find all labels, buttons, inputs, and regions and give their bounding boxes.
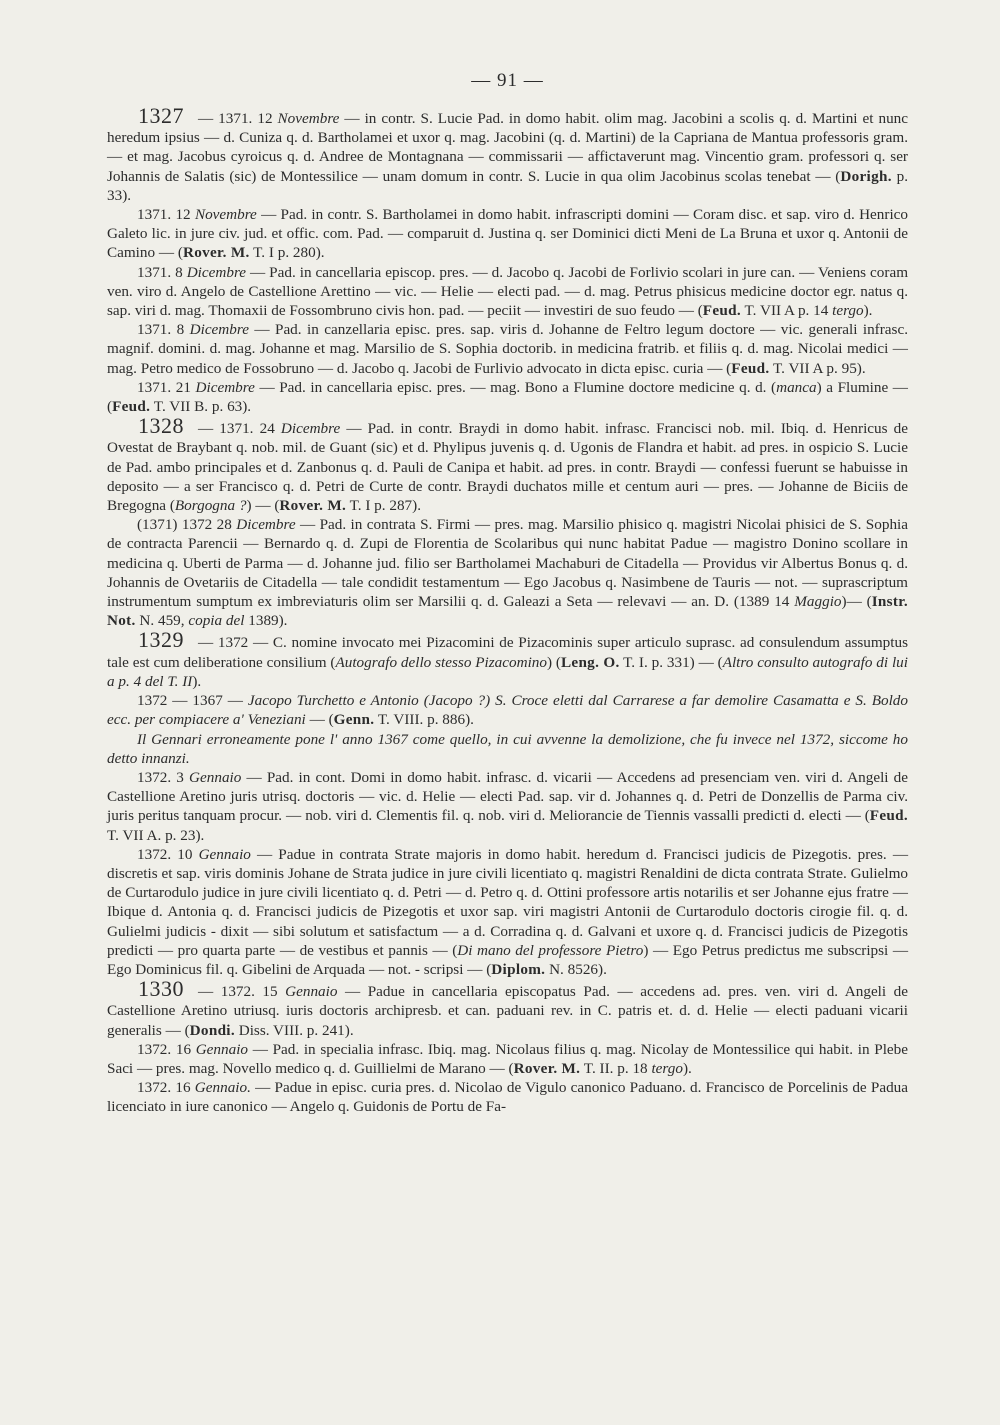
text-run: N. 459, xyxy=(135,612,189,630)
italic-text: Altro consulto autografo di lui a p. 4 del T. II xyxy=(107,653,908,690)
text-run: T. II. p. 18 xyxy=(580,1059,652,1077)
entry-paragraph xyxy=(107,768,908,845)
italic-text: Borgogna ? xyxy=(174,497,247,515)
text-run: ). xyxy=(192,672,202,690)
text-run: — 1372 — C. nomine invocato mei Pizacomini de Pizacominis super articulo suprasc. ad consulendum assumptus tale est cum deliberatione consilium ( xyxy=(107,634,908,671)
text-run: — ( xyxy=(305,711,334,729)
italic-text: tergo xyxy=(651,1059,683,1077)
italic-text: copia del xyxy=(188,612,245,630)
italic-text: Dicembre xyxy=(236,516,296,534)
entry-paragraph xyxy=(107,205,908,263)
text-run: T. VII B. p. 63). xyxy=(150,398,252,416)
document-entry xyxy=(107,413,908,515)
document-number: 1328 xyxy=(138,413,184,439)
entry-paragraph xyxy=(107,320,908,378)
document-number: 1329 xyxy=(138,627,184,653)
text-run: — Padue in episc. curia pres. d. Nicolao de Vigulo canonico Paduano. d. Francisco de Porcelinis de Padua licenciato in iure canonico — Angelo q. Guidonis de Portu de Fa- xyxy=(107,1079,908,1116)
source-reference: Genn. xyxy=(333,711,375,729)
document-number: 1327 xyxy=(138,103,184,128)
text-run: ). xyxy=(863,302,873,320)
source-reference: Feud. xyxy=(731,359,770,377)
text-run: — Pad. in cancellaria episc. pres. — mag. Bono a Flumine doctore medicine q. d. ( xyxy=(254,378,777,396)
italic-text: Dicembre xyxy=(186,263,247,281)
entry-paragraph xyxy=(107,378,908,416)
text-run: ) — ( xyxy=(246,497,280,515)
document-entry xyxy=(107,103,909,205)
source-reference: Diplom. xyxy=(491,960,546,978)
document-entry xyxy=(107,627,908,691)
entry-paragraph xyxy=(107,515,908,630)
entry-paragraph xyxy=(107,1078,908,1116)
text-run: 1372. 16 xyxy=(137,1079,195,1097)
text-run: 1372 — 1367 — xyxy=(137,692,248,710)
source-reference: Instr. Not. xyxy=(107,593,908,630)
italic-text: Gennaio xyxy=(189,768,242,786)
source-reference: Leng. O. xyxy=(560,653,620,671)
text-run: (1371) 1372 28 xyxy=(137,516,237,534)
source-reference: Dondi. xyxy=(189,1021,235,1039)
text-run: — Pad. in cancellaria episcop. pres. — d. Jacobo q. Jacobi de Forlivio scolari in jure can. — Veniens coram ven. viro d. Angelo de Castellione Arettino — vic. — Helie — electi pad. — d. mag. Petrus phisicus medicine doctor egr. natus q. sap. viri d. mag. Thomaxii de Fossombruno civis hon. pad. — peciit — investiri de suo feudo — ( xyxy=(107,263,909,320)
text-run: 1371. 8 xyxy=(137,263,187,281)
text-run: T. I p. 287). xyxy=(346,497,422,515)
text-run: ) — Ego Petrus predictus me subscripsi — Ego Dominicus fil. q. Gibelini de Arquada — not. - scripsi — ( xyxy=(107,941,909,978)
italic-text: Gennaio xyxy=(195,1040,249,1058)
italic-text: Novembre xyxy=(194,206,257,224)
entry-paragraph xyxy=(107,263,908,321)
text-run: 1372. 10 xyxy=(137,845,199,863)
text-run: )— ( xyxy=(841,593,872,611)
italic-text: Dicembre xyxy=(280,420,341,438)
text-run: 1372. 3 xyxy=(137,768,190,786)
source-reference: Feud. xyxy=(869,807,908,825)
source-reference: Rover. M. xyxy=(279,497,347,515)
italic-text: Gennaio xyxy=(198,845,251,863)
italic-text: Autografo dello stesso Pizacomino xyxy=(335,653,547,671)
source-reference: Dorigh. xyxy=(840,167,892,185)
text-run: 1372. 16 xyxy=(137,1040,196,1058)
source-reference: Rover. M. xyxy=(513,1059,581,1077)
document-number: 1330 xyxy=(138,976,184,1002)
italic-text: Dicembre xyxy=(195,378,255,396)
text-run: — 1371. 12 xyxy=(198,110,278,127)
text-run: T. I p. 280). xyxy=(249,244,325,262)
document-entry xyxy=(107,976,908,1040)
italic-text: Maggio xyxy=(794,593,842,611)
text-run: Diss. VIII. p. 241). xyxy=(234,1021,354,1039)
text-run: — Pad. in canzellaria episc. pres. sap. viris d. Johanne de Feltro legum doctore — vic. generali infrasc. magnif. domini. d. mag. Johanne et mag. Marsilio de S. Sophia doctorib. in medicina fratrib. et filiis q. d. mag. Nicolai medici — mag. Petro medico de Fossobruno — d. Jacobo q. Jacobi de Furlivio advocato in dicta episc. curia — ( xyxy=(107,321,908,377)
entry-paragraph xyxy=(107,1040,908,1078)
text-run: T. VII A p. 14 xyxy=(740,302,833,320)
text-run: — 1372. 15 xyxy=(198,983,286,1001)
entry-paragraph xyxy=(107,691,908,729)
italic-text: tergo xyxy=(832,302,864,320)
text-run: — in contr. S. Lucie Pad. in domo habit. olim mag. Jacobini a scolis q. d. Martini et nunc heredum ipsius — d. Cuniza q. d. Bartholamei et uxor q. mag. Jacobini (q. d. Martini) de la Capriana de Mantua professoris gram. — et mag. Jacobus cyroicus q. d. Andree de Montagnana — commissarii — affictaverunt mag. Vincentio gram. professori q. ser Johannis de Salatis (sic) de Montessilice — unam domum in contr. S. Lucie in qua olim Jacobinus scolas tenebat — ( xyxy=(107,110,909,185)
italic-text: Dicembre xyxy=(189,321,249,339)
text-run: — Pad. in contr. Braydi in domo habit. infrasc. Francisci nob. mil. Ibiq. d. Henricus de Ovestat de Braybant q. nob. mil. de Guant (sic) et d. Phylipus juvenis q. d. Ugonis de Flandra et habit. ad pres. in ospicio S. Lucie de Pad. ambo principales et d. Zanbonus q. d. Pauli de Canipa et habit. ad pres. in contr. Braydi — confessi fuerunt se habuisse in deposito — a ser Francisco q. d. Petri de Curte de contr. Braydi duchatos mille et centum auri — pres. — Johanne de Biciis de Bregogna ( xyxy=(107,420,908,515)
text-run: — Pad. in contr. S. Bartholamei in domo habit. infrascripti domini — Coram disc. et sap. viro d. Henrico Galeto lic. in jure civ. jud. et offic. com. Pad. — comparuit d. Justina q. ser Dominici dicti Meni de La Bruna et uxor q. Antonii de Camino — ( xyxy=(107,206,909,262)
text-run: — Padue in contrata Strate majoris in domo habit. heredum d. Francisci judicis de Pizegotis. pres. — discretis et sap. viris dominis Johane de Strata judice in jure civili licentiato q. magistri Renaldini de dicta contrata Strate. Gulielmo de Curtarodulo judice in jure civili licentiato q. d. Petri — d. Petro q. d. Ottini professore artis notarilis et ser Johanne ejus fratre — Ibique d. Antonia q. d. Francisci judicis de Pizegotis et uxor sap. viri magistri Antonii de Curtarodulo doctoris cirogie fil. q. d. Gulielmi judicis - dixit — sibi solutum et satisfactum — a d. Corradina q. d. Galvani et uxore q. d. Francisci judicis de Pizegotis predicti — pro quarta parte — de vestibus et pannis — ( xyxy=(107,845,909,959)
text-run: — Padue in cancellaria episcopatus Pad. — accedens ad. pres. ven. viri d. Angeli de Castellione Aretino utriusq. iuris doctoris archipresb. et can. paduani rev. in C. patris et. d. d. Helie — electi paduani vicarii generalis — ( xyxy=(107,983,908,1039)
text-run: T. I. p. 331) — ( xyxy=(619,653,723,671)
text-run: T. VIII. p. 886). xyxy=(374,711,474,729)
text-run: 1371. 12 xyxy=(137,206,195,224)
text-run: — Pad. in cont. Domi in domo habit. infrasc. d. vicarii — Accedens ad presenciam ven. viri d. Angeli de Castellione Aretino juris utrisq. doctoris — vic. d. Helie — electi Pad. sap. vir d. Johannes q. d. Petri de Donzellis de Parma civ. juris peritus tanquam procur. — nob. viri d. Clementis fil. q. nob. viri d. Meliorancie de Tiennis vassalli predicti d. electi — ( xyxy=(107,768,908,825)
text-run: ) a Flumine — ( xyxy=(107,378,908,416)
document-body xyxy=(107,103,909,1117)
source-reference: Feud. xyxy=(112,398,151,416)
text-run: 1389). xyxy=(244,612,288,630)
italic-text: Jacopo Turchetto e Antonio (Jacopo ?) S. Croce eletti dal Carrarese a far demolire Casamatta e S. Boldo ecc. per compiacere a' Veneziani xyxy=(107,692,908,729)
text-run: — 1371. 24 xyxy=(198,420,281,438)
italic-text: Il Gennari erroneamente pone l' anno 1367 come quello, in cui avvenne la demolizione, che fu invece nel 1372, siccome ho detto innanzi. xyxy=(107,730,908,767)
source-reference: Feud. xyxy=(702,302,741,320)
source-reference: Rover. M. xyxy=(182,244,250,262)
text-run: N. 8526). xyxy=(545,960,607,978)
italic-text: Novembre xyxy=(277,110,340,127)
text-run: T. VII A p. 95). xyxy=(769,359,866,377)
text-run: — Pad. in specialia infrasc. Ibiq. mag. Nicolaus filius q. mag. Nicolay de Montessilice qui habit. in Plebe Saci — pres. mag. Novello medico q. d. Guillielmi de Marano — ( xyxy=(107,1040,908,1077)
text-run: ). xyxy=(682,1059,692,1077)
text-run: 1371. 8 xyxy=(137,321,190,339)
text-run: p. 33). xyxy=(107,167,908,204)
text-run: — Pad. in contrata S. Firmi — pres. mag. Marsilio phisico q. magistri Nicolai phisici de S. Sophia de contracta Parencii — Bernardo q. d. Zupi de Florentia de Scolaribus qui nunc habitat Padue — magistro Donino scollare in medicina q. Uberti de Parma — d. Johanne jud. filio ser Bartholamei Machaburi de Citadella — Providus vir Albertus Bonus q. d. Johannis de Ovetariis de Citadella — tale condidit testamentum — Ego Jacobus q. Nasimbene de Tauris — not. — suprascriptum instrumentum sumptum ex imbreviaturis olim ser Marsilii q. d. Galeazi a Seta — relevavi — an. D. (1389 14 xyxy=(107,516,908,611)
text-run: ) ( xyxy=(546,653,561,671)
italic-text: manca xyxy=(776,378,817,396)
editor-note xyxy=(107,730,908,768)
entry-paragraph xyxy=(107,845,908,979)
page-number: — 91 — xyxy=(471,70,544,91)
italic-text: Gennaio xyxy=(285,983,338,1001)
italic-text: Di mano del professore Pietro xyxy=(457,941,644,959)
text-run: 1371. 21 xyxy=(137,378,196,396)
text-run: T. VII A. p. 23). xyxy=(107,826,205,844)
italic-text: Gennaio. xyxy=(194,1079,251,1097)
